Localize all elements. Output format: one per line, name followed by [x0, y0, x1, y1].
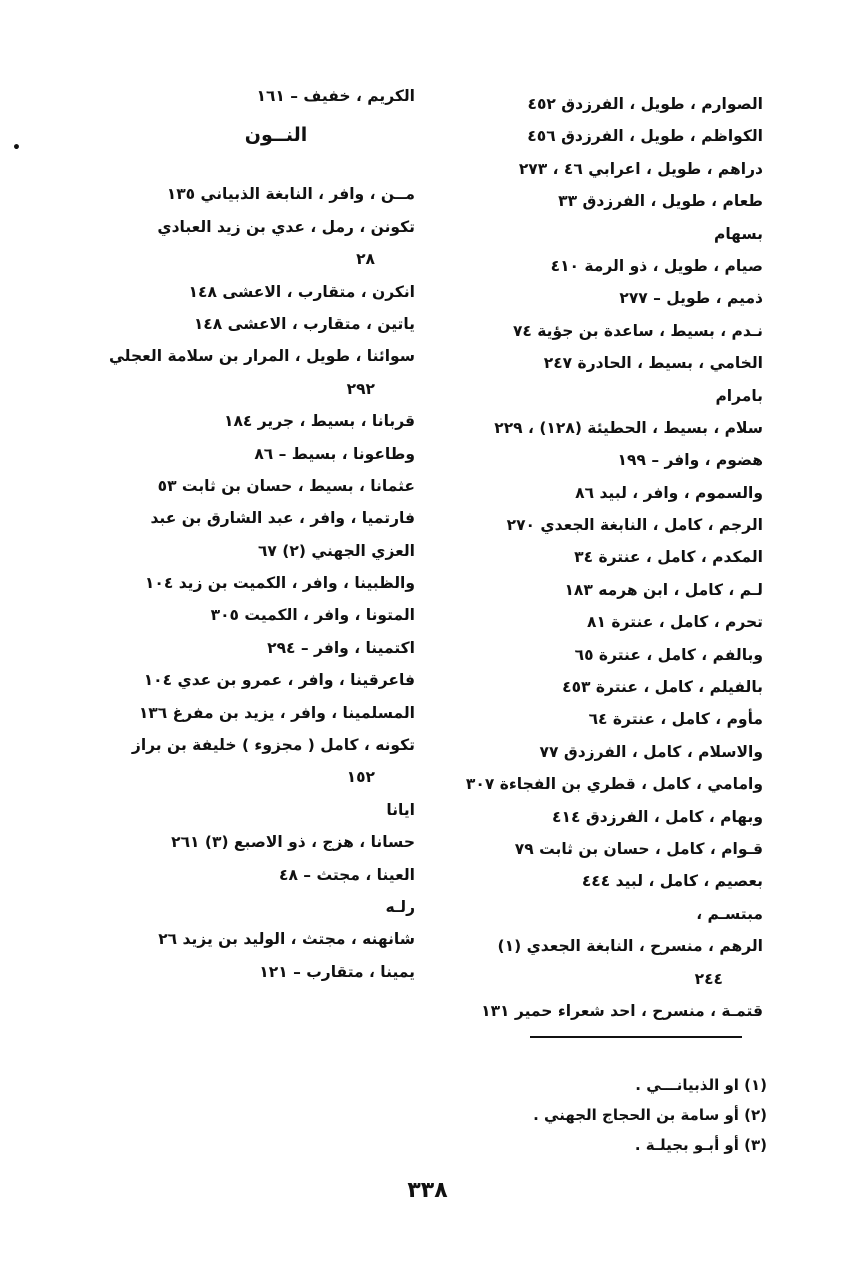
index-entry: ٢٨ [356, 250, 375, 269]
index-entry: طعام ، طويل ، الفرزدق ٣٣ [558, 192, 763, 211]
margin-mark: • [12, 140, 21, 156]
footnote: (٢) أو سامة بن الحجاج الجهني . [533, 1106, 767, 1124]
index-entry: العزي الجهني (٢) ٦٧ [257, 541, 415, 560]
index-entry: الخامي ، بسيط ، الحادرة ٢٤٧ [543, 354, 763, 373]
index-entry: الصوارم ، طويل ، الفرزدق ٤٥٢ [527, 95, 763, 113]
index-entry: وطاعونا ، بسيط – ٨٦ [254, 444, 415, 463]
index-entry: مأوم ، كامل ، عنترة ٦٤ [588, 710, 763, 729]
index-entry: يمينا ، متقارب – ١٢١ [259, 962, 415, 981]
index-entry: المتونا ، وافر ، الكميت ٣٠٥ [210, 606, 415, 625]
left-column [77, 80, 415, 988]
index-entry: دراهم ، طويل ، اعرابي ٤٦ ، ٢٧٣ [518, 159, 763, 178]
index-entry: وبالفم ، كامل ، عنترة ٦٥ [574, 645, 763, 664]
footnote: (٣) أو أبـو بجيلـة . [634, 1136, 767, 1154]
footnote-divider [530, 1036, 742, 1038]
index-entry: سلام ، بسيط ، الحطيئة (١٢٨) ، ٢٢٩ [494, 418, 763, 437]
index-entry: ٢٤٤ [694, 969, 723, 988]
index-entry: فارتميا ، وافر ، عبد الشارق بن عبد [150, 509, 415, 528]
index-entry: المكدم ، كامل ، عنترة ٣٤ [574, 548, 763, 567]
index-entry: حسانا ، هزج ، ذو الاصبع (٣) ٢٦١ [171, 833, 415, 852]
index-entry: مبتسـم ، [696, 904, 763, 923]
index-entry: الكواظم ، طويل ، الفرزدق ٤٥٦ [527, 127, 763, 146]
index-entry: والظبينا ، وافر ، الكميت بن زيد ١٠٤ [144, 574, 415, 593]
index-entry: بالفيلم ، كامل ، عنترة ٤٥٣ [562, 678, 763, 697]
index-entry: رلـه [385, 897, 415, 916]
index-entry: فاعرقينا ، وافر ، عمرو بن عدي ١٠٤ [143, 671, 415, 690]
index-entry: هضوم ، وافر – ١٩٩ [617, 451, 763, 470]
index-entry: نـدم ، بسيط ، ساعدة بن جؤية ٧٤ [512, 321, 763, 340]
index-entry: وبهام ، كامل ، الفرزدق ٤١٤ [552, 807, 763, 826]
index-entry: انكرن ، متقارب ، الاعشى ١٤٨ [188, 282, 415, 301]
index-entry: ايانا [386, 800, 415, 819]
index-entry: تكونن ، رمل ، عدي بن زيد العبادي [157, 217, 415, 236]
index-entry: لـم ، كامل ، ابن هرمه ١٨٣ [564, 580, 763, 599]
index-entry: وامامي ، كامل ، قطري بن الفجاءة ٣٠٧ [465, 775, 763, 794]
section-title: النــون [244, 124, 308, 147]
index-entry: المسلمينا ، وافر ، يزيد بن مفرغ ١٣٦ [138, 703, 415, 722]
footnotes [387, 1070, 767, 1160]
index-entry: سوائنا ، طويل ، المرار بن سلامة العجلي [108, 347, 415, 366]
index-entry: والسموم ، وافر ، لبيد ٨٦ [575, 483, 763, 502]
index-entry: بعصيم ، كامل ، لبيد ٤٤٤ [581, 872, 763, 891]
index-entry: عثمانا ، بسيط ، حسان بن ثابت ٥٣ [157, 476, 415, 495]
index-entry: تحرم ، كامل ، عنترة ٨١ [587, 613, 763, 632]
index-entry: تكونه ، كامل ( مجزوء ) خليفة بن براز [131, 736, 415, 755]
index-entry: الرهم ، منسرح ، النابغة الجعدي (١) [497, 937, 763, 956]
footnote: (١) او الذبيانـــي . [635, 1076, 767, 1094]
index-entry: اكتمينا ، وافر – ٢٩٤ [267, 638, 415, 657]
page-number: ٣٣٨ [407, 1178, 448, 1203]
index-entry: ٢٩٢ [346, 379, 375, 398]
index-entry: بامرام [715, 386, 763, 405]
index-entry: صيام ، طويل ، ذو الرمة ٤١٠ [550, 256, 763, 275]
index-entry: ياتين ، متقارب ، الاعشى ١٤٨ [193, 314, 415, 333]
index-entry: الرجم ، كامل ، النابغة الجعدي ٢٧٠ [506, 516, 763, 535]
index-entry: والاسلام ، كامل ، الفرزدق ٧٧ [539, 742, 763, 761]
index-entry: بسهام [713, 224, 763, 243]
index-entry: قـوام ، كامل ، حسان بن ثابت ٧٩ [514, 839, 763, 858]
index-entry: قتمـة ، منسرح ، احد شعراء حمير ١٣١ [481, 1001, 763, 1020]
index-entry: العينا ، مجتث – ٤٨ [278, 865, 415, 884]
index-entry: شانهنه ، مجتث ، الوليد بن يزيد ٢٦ [158, 930, 415, 949]
index-entry: ١٥٢ [346, 768, 375, 787]
index-entry: الكريم ، خفيف – ١٦١ [256, 87, 415, 105]
index-entry: مــن ، وافر ، النابغة الذبياني ١٣٥ [166, 185, 415, 204]
right-column [433, 88, 763, 1027]
index-entry: قربانا ، بسيط ، جرير ١٨٤ [223, 412, 415, 431]
index-entry: ذميم ، طويل – ٢٧٧ [619, 289, 763, 308]
